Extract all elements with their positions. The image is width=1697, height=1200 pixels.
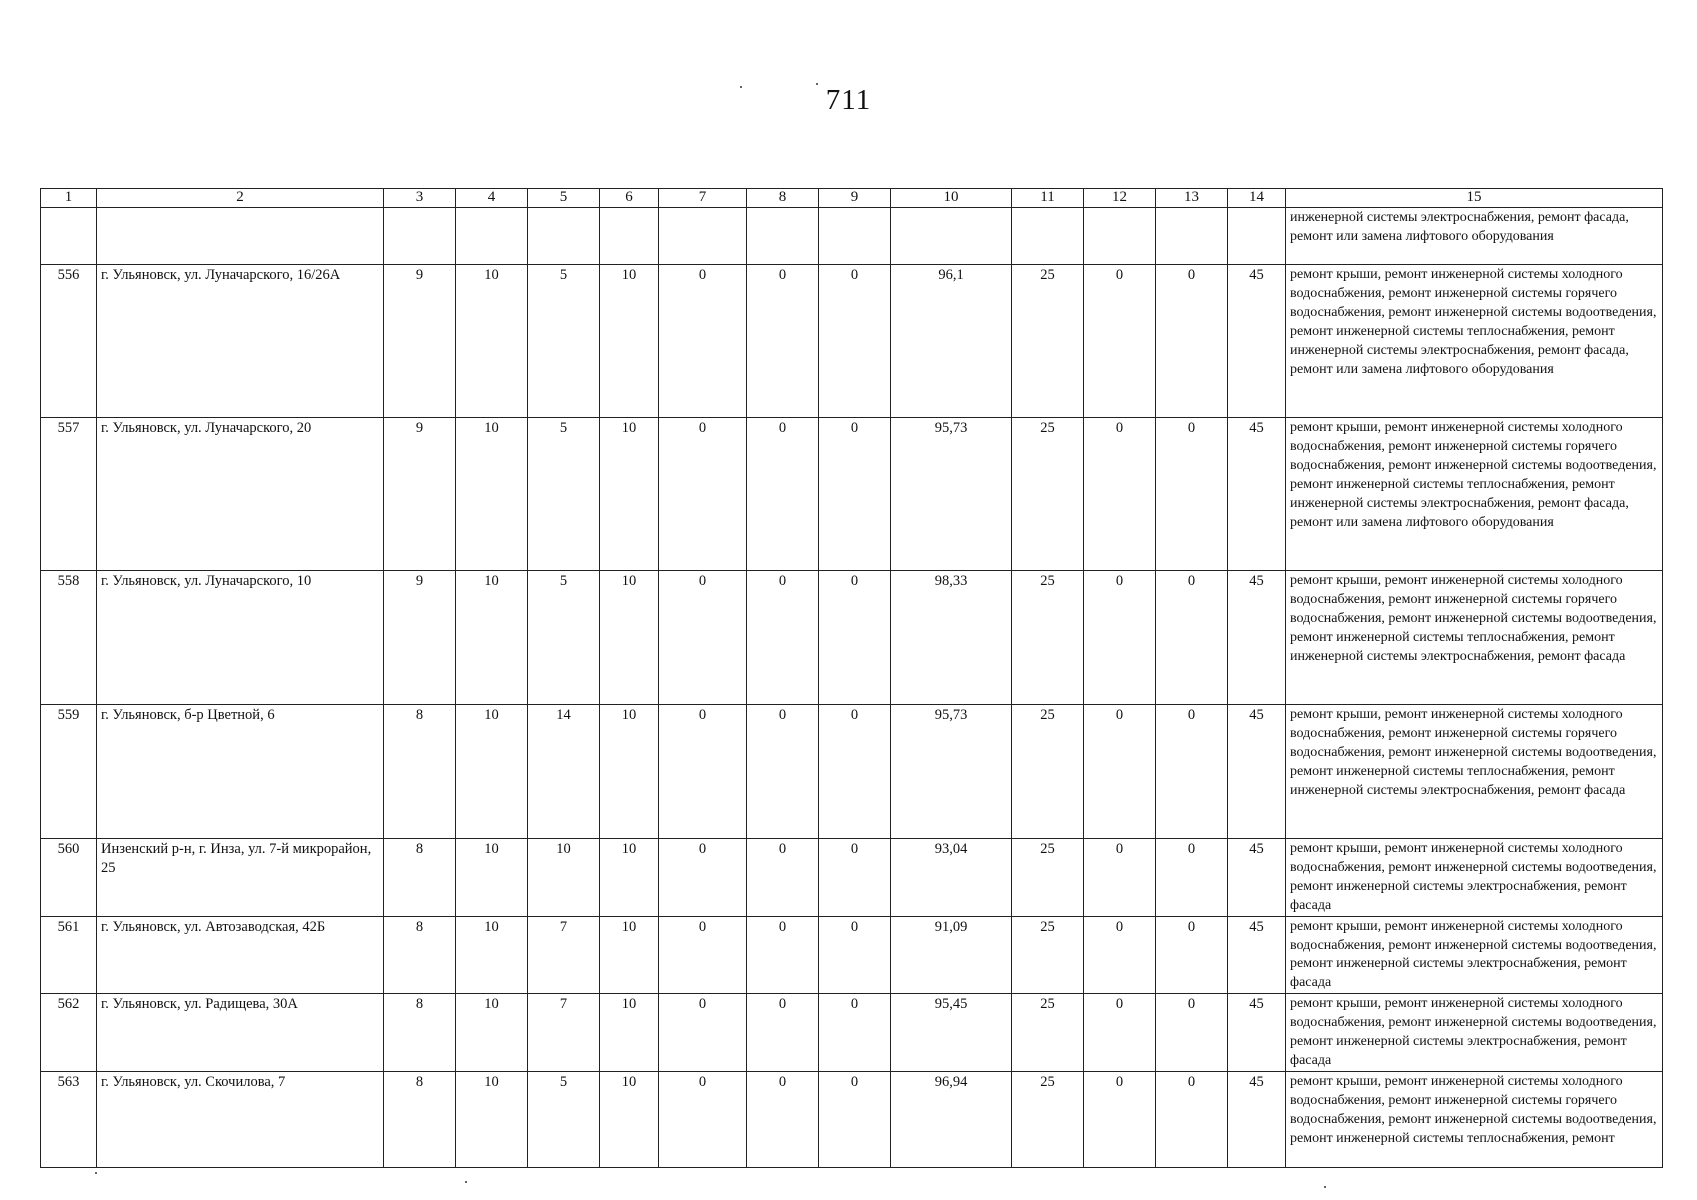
cell-value: 0 [747, 839, 819, 917]
cell-value: 45 [1228, 418, 1286, 571]
cell-row-number: 559 [41, 705, 97, 839]
cell-value: 0 [819, 1071, 891, 1167]
cell-work-types: ремонт крыши, ремонт инженерной системы холодного водоснабжения, ремонт инженерной системы горячего водоснабжения, ремонт инженерной системы водоотведения, ремонт инженерной системы теплоснабжения, ремонт инженерной системы электроснабжения, ремонт фасада [1286, 705, 1663, 839]
cell-value: 8 [384, 705, 456, 839]
cell-value: 10 [600, 265, 659, 418]
cell-value: 8 [384, 916, 456, 994]
cell-value: 10 [456, 994, 528, 1072]
cell-row-number: 557 [41, 418, 97, 571]
cell-value: 0 [659, 839, 747, 917]
cell-row-number: 558 [41, 571, 97, 705]
cell-value: 45 [1228, 705, 1286, 839]
cell-work-types: ремонт крыши, ремонт инженерной системы холодного водоснабжения, ремонт инженерной системы водоотведения, ремонт инженерной системы электроснабжения, ремонт фасада [1286, 839, 1663, 917]
cell-value: 0 [659, 265, 747, 418]
cell-value: 7 [528, 994, 600, 1072]
table-body [41, 265, 1663, 1168]
cell-empty [528, 208, 600, 265]
column-header: 5 [528, 189, 600, 208]
table-header [41, 189, 1663, 208]
cell-value: 45 [1228, 994, 1286, 1072]
cell-row-number: 563 [41, 1071, 97, 1167]
repair-schedule-table [40, 188, 1663, 1168]
table-row [41, 916, 1663, 994]
cell-value: 0 [1084, 1071, 1156, 1167]
cell-value: 9 [384, 265, 456, 418]
cell-empty [384, 208, 456, 265]
cell-value: 10 [528, 839, 600, 917]
cell-value: 0 [1156, 571, 1228, 705]
cell-value: 0 [659, 705, 747, 839]
cell-value: 45 [1228, 571, 1286, 705]
column-header: 11 [1012, 189, 1084, 208]
cell-address: г. Ульяновск, ул. Радищева, 30А [97, 994, 384, 1072]
cell-value: 10 [456, 1071, 528, 1167]
cell-value: 8 [384, 839, 456, 917]
cell-value: 25 [1012, 418, 1084, 571]
cell-value: 0 [1156, 994, 1228, 1072]
cell-value: 45 [1228, 839, 1286, 917]
cell-value: 0 [1084, 994, 1156, 1072]
cell-value: 45 [1228, 265, 1286, 418]
cell-value: 10 [600, 418, 659, 571]
cell-value: 7 [528, 916, 600, 994]
cell-value: 5 [528, 571, 600, 705]
cell-value: 10 [456, 418, 528, 571]
cell-value: 0 [659, 418, 747, 571]
cell-value: 0 [1156, 1071, 1228, 1167]
column-header: 7 [659, 189, 747, 208]
cell-value: 0 [747, 705, 819, 839]
cell-work-types: ремонт крыши, ремонт инженерной системы холодного водоснабжения, ремонт инженерной системы горячего водоснабжения, ремонт инженерной системы водоотведения, ремонт инженерной системы теплоснабжения, ремонт инженерной системы электроснабжения, ремонт фасада [1286, 571, 1663, 705]
cell-value: 0 [1156, 265, 1228, 418]
cell-empty [659, 208, 747, 265]
cell-work-types: ремонт крыши, ремонт инженерной системы холодного водоснабжения, ремонт инженерной системы водоотведения, ремонт инженерной системы электроснабжения, ремонт фасада [1286, 994, 1663, 1072]
page-number: 711 [825, 84, 872, 116]
column-header: 6 [600, 189, 659, 208]
column-header: 8 [747, 189, 819, 208]
column-header: 9 [819, 189, 891, 208]
cell-value: 95,45 [891, 994, 1012, 1072]
cell-value: 0 [659, 1071, 747, 1167]
cell-value: 0 [819, 418, 891, 571]
cell-work-types: инженерной системы электроснабжения, ремонт фасада, ремонт или замена лифтового оборудования [1286, 208, 1663, 265]
cell-value: 25 [1012, 705, 1084, 839]
table-row [41, 265, 1663, 418]
cell-value: 96,1 [891, 265, 1012, 418]
cell-value: 0 [747, 1071, 819, 1167]
cell-value: 25 [1012, 1071, 1084, 1167]
cell-row-number: 562 [41, 994, 97, 1072]
scan-speck [95, 1172, 97, 1174]
cell-address: г. Ульяновск, ул. Автозаводская, 42Б [97, 916, 384, 994]
cell-value: 0 [819, 994, 891, 1072]
cell-value: 95,73 [891, 705, 1012, 839]
column-header: 15 [1286, 189, 1663, 208]
cell-value: 5 [528, 1071, 600, 1167]
continuation-row [41, 208, 1663, 265]
cell-work-types: ремонт крыши, ремонт инженерной системы холодного водоснабжения, ремонт инженерной системы горячего водоснабжения, ремонт инженерной системы водоотведения, ремонт инженерной системы теплоснабжения, ремонт инженерной системы электроснабжения, ремонт фасада, ремонт или замена лифтового оборудования [1286, 418, 1663, 571]
cell-address: г. Ульяновск, ул. Луначарского, 16/26А [97, 265, 384, 418]
column-number-row [41, 189, 1663, 208]
scan-speck [740, 86, 742, 88]
table-row [41, 418, 1663, 571]
cell-work-types: ремонт крыши, ремонт инженерной системы холодного водоснабжения, ремонт инженерной системы горячего водоснабжения, ремонт инженерной системы водоотведения, ремонт инженерной системы теплоснабжения, ремонт [1286, 1071, 1663, 1167]
cell-value: 10 [600, 1071, 659, 1167]
cell-value: 98,33 [891, 571, 1012, 705]
cell-value: 45 [1228, 916, 1286, 994]
cell-value: 0 [747, 571, 819, 705]
scan-speck [465, 1181, 467, 1183]
column-header: 1 [41, 189, 97, 208]
cell-value: 0 [659, 994, 747, 1072]
cell-value: 0 [1084, 571, 1156, 705]
cell-work-types: ремонт крыши, ремонт инженерной системы холодного водоснабжения, ремонт инженерной системы водоотведения, ремонт инженерной системы электроснабжения, ремонт фасада [1286, 916, 1663, 994]
cell-value: 25 [1012, 994, 1084, 1072]
cell-value: 45 [1228, 1071, 1286, 1167]
column-header: 14 [1228, 189, 1286, 208]
scan-speck [816, 83, 818, 85]
cell-value: 25 [1012, 916, 1084, 994]
cell-row-number: 560 [41, 839, 97, 917]
cell-value: 10 [456, 839, 528, 917]
cell-value: 0 [819, 839, 891, 917]
column-header: 3 [384, 189, 456, 208]
cell-value: 0 [819, 265, 891, 418]
cell-empty [1084, 208, 1156, 265]
cell-value: 0 [1084, 265, 1156, 418]
scan-speck [1324, 1186, 1326, 1188]
cell-value: 25 [1012, 839, 1084, 917]
column-header: 10 [891, 189, 1012, 208]
cell-value: 0 [819, 916, 891, 994]
cell-value: 10 [456, 916, 528, 994]
column-header: 2 [97, 189, 384, 208]
table-row [41, 571, 1663, 705]
cell-value: 91,09 [891, 916, 1012, 994]
cell-value: 8 [384, 994, 456, 1072]
cell-empty [1012, 208, 1084, 265]
cell-value: 25 [1012, 571, 1084, 705]
column-header: 13 [1156, 189, 1228, 208]
cell-value: 0 [747, 418, 819, 571]
cell-value: 5 [528, 418, 600, 571]
cell-empty [747, 208, 819, 265]
cell-value: 0 [659, 571, 747, 705]
cell-empty [41, 208, 97, 265]
cell-empty [600, 208, 659, 265]
cell-value: 10 [600, 916, 659, 994]
table-row [41, 705, 1663, 839]
cell-value: 0 [747, 265, 819, 418]
cell-value: 0 [747, 994, 819, 1072]
cell-value: 9 [384, 418, 456, 571]
cell-value: 96,94 [891, 1071, 1012, 1167]
cell-value: 0 [659, 916, 747, 994]
table-row [41, 1071, 1663, 1167]
table-row [41, 839, 1663, 917]
cell-value: 10 [600, 705, 659, 839]
cell-value: 25 [1012, 265, 1084, 418]
cell-address: г. Ульяновск, б-р Цветной, 6 [97, 705, 384, 839]
column-header: 4 [456, 189, 528, 208]
cell-value: 0 [747, 916, 819, 994]
cell-value: 10 [600, 994, 659, 1072]
cell-value: 10 [600, 839, 659, 917]
cell-address: Инзенский р-н, г. Инза, ул. 7-й микрорайон, 25 [97, 839, 384, 917]
cell-empty [891, 208, 1012, 265]
cell-value: 10 [456, 265, 528, 418]
cell-value: 95,73 [891, 418, 1012, 571]
cell-value: 0 [819, 571, 891, 705]
cell-address: г. Ульяновск, ул. Скочилова, 7 [97, 1071, 384, 1167]
cell-value: 0 [1156, 916, 1228, 994]
cell-empty [1156, 208, 1228, 265]
cell-row-number: 561 [41, 916, 97, 994]
cell-value: 0 [1084, 418, 1156, 571]
cell-value: 10 [456, 571, 528, 705]
cell-address: г. Ульяновск, ул. Луначарского, 10 [97, 571, 384, 705]
cell-empty [456, 208, 528, 265]
cell-value: 0 [1156, 418, 1228, 571]
cell-row-number: 556 [41, 265, 97, 418]
cell-value: 0 [1084, 916, 1156, 994]
cell-empty [819, 208, 891, 265]
cell-value: 9 [384, 571, 456, 705]
column-header: 12 [1084, 189, 1156, 208]
cell-empty [1228, 208, 1286, 265]
cell-work-types: ремонт крыши, ремонт инженерной системы холодного водоснабжения, ремонт инженерной системы горячего водоснабжения, ремонт инженерной системы водоотведения, ремонт инженерной системы теплоснабжения, ремонт инженерной системы электроснабжения, ремонт фасада, ремонт или замена лифтового оборудования [1286, 265, 1663, 418]
cell-address: г. Ульяновск, ул. Луначарского, 20 [97, 418, 384, 571]
cell-value: 14 [528, 705, 600, 839]
cell-value: 5 [528, 265, 600, 418]
cell-value: 8 [384, 1071, 456, 1167]
cell-value: 10 [456, 705, 528, 839]
table-row [41, 994, 1663, 1072]
cell-value: 0 [1156, 705, 1228, 839]
cell-value: 0 [819, 705, 891, 839]
cell-value: 10 [600, 571, 659, 705]
cell-value: 0 [1084, 839, 1156, 917]
cell-empty [97, 208, 384, 265]
cell-value: 0 [1084, 705, 1156, 839]
cell-value: 93,04 [891, 839, 1012, 917]
cell-value: 0 [1156, 839, 1228, 917]
